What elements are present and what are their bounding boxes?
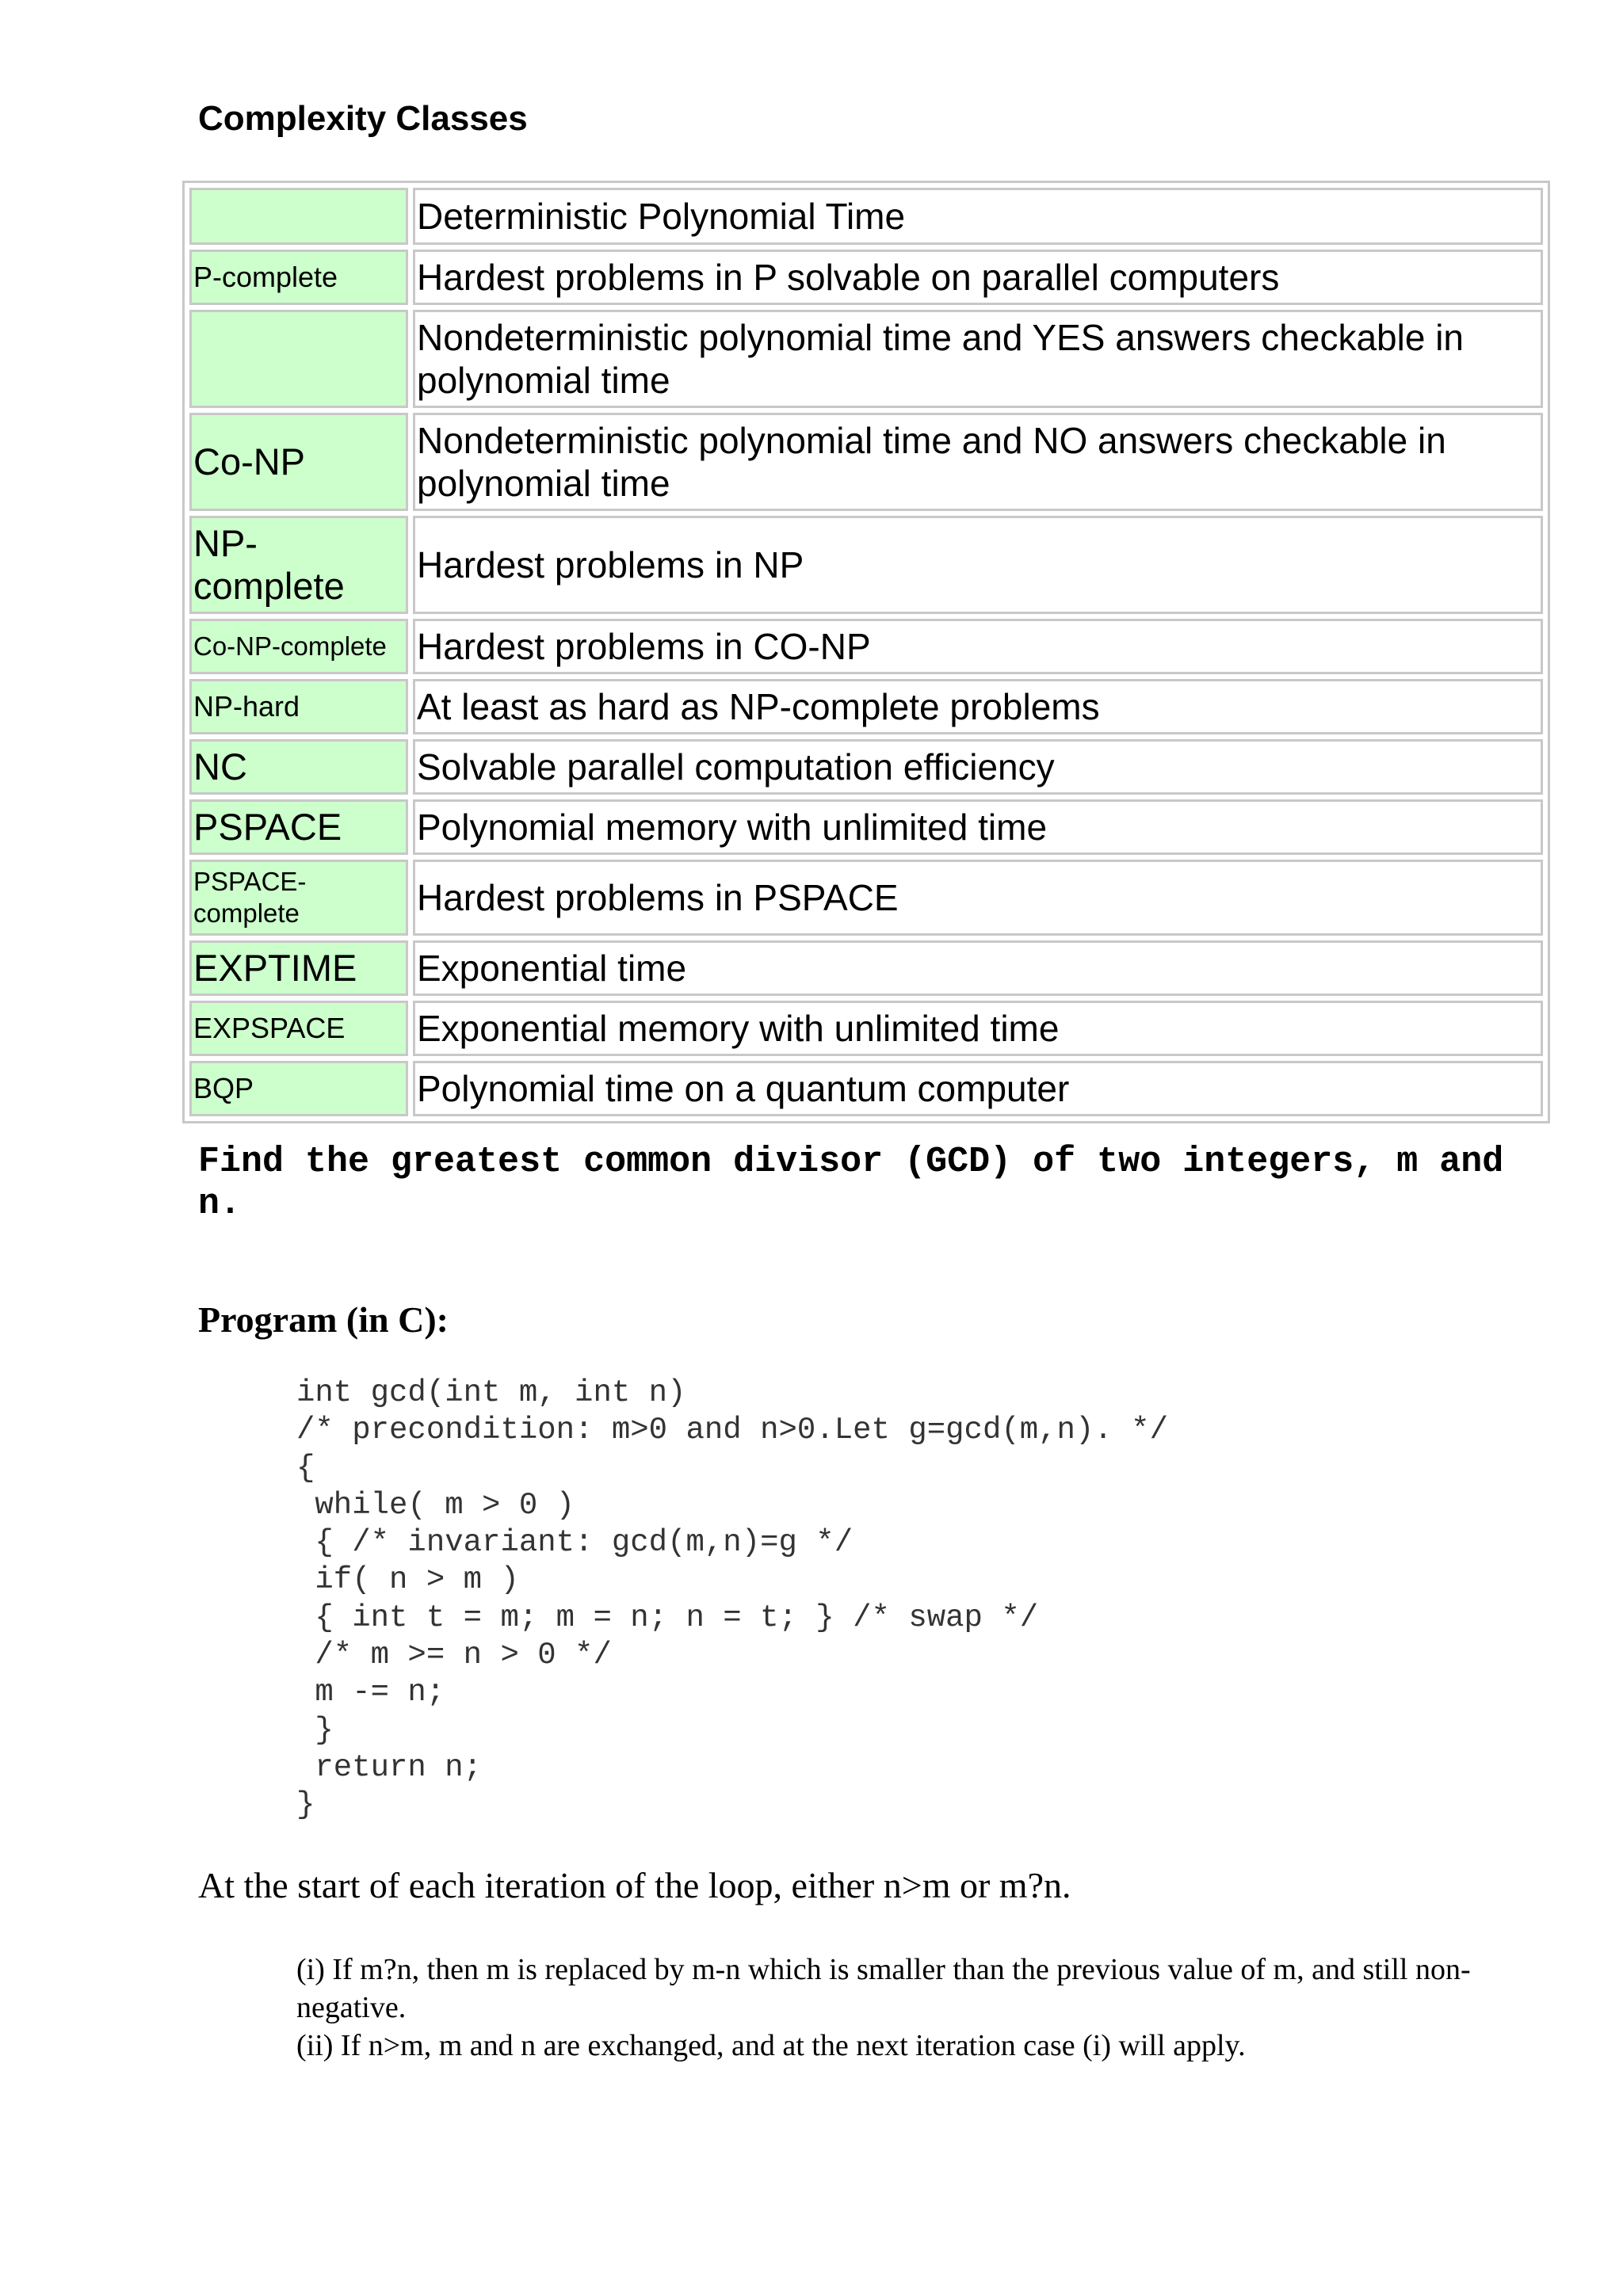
class-name-cell: Co-NP	[189, 413, 408, 511]
gcd-problem-heading: Find the greatest common divisor (GCD) of two integers, m and n.	[198, 1142, 1504, 1224]
loop-explanation: At the start of each iteration of the loop, either n>m or m?n.	[198, 1865, 1071, 1905]
class-name-cell: PSPACE-complete	[189, 860, 408, 936]
class-description-cell: Nondeterministic polynomial time and YES answers checkable in polynomial time	[413, 310, 1543, 408]
class-name-cell	[189, 310, 408, 408]
code-line: int gcd(int m, int n)	[296, 1375, 686, 1410]
class-description-cell: At least as hard as NP-complete problems	[413, 679, 1543, 734]
code-line: /* precondition: m>0 and n>0.Let g=gcd(m,n). */	[296, 1413, 1168, 1448]
code-line: }	[296, 1712, 334, 1748]
code-line: {	[296, 1450, 315, 1486]
class-description-cell: Polynomial time on a quantum computer	[413, 1061, 1543, 1116]
class-description-cell: Polynomial memory with unlimited time	[413, 799, 1543, 855]
class-name-cell: NP-complete	[189, 516, 408, 614]
page-title: Complexity Classes	[198, 99, 528, 138]
table-row	[189, 1001, 1543, 1056]
class-name-cell: NC	[189, 739, 408, 795]
class-description-cell: Hardest problems in NP	[413, 516, 1543, 614]
program-heading: Program (in C):	[198, 1299, 449, 1340]
class-description-cell: Solvable parallel computation efficiency	[413, 739, 1543, 795]
class-name-cell: NP-hard	[189, 679, 408, 734]
class-name-cell	[189, 188, 408, 245]
table-row	[189, 940, 1543, 996]
complexity-classes-table	[182, 181, 1550, 1123]
code-line: m -= n;	[296, 1675, 445, 1711]
class-name-cell: EXPSPACE	[189, 1001, 408, 1056]
class-name-cell: P-complete	[189, 250, 408, 305]
class-name-cell: Co-NP-complete	[189, 619, 408, 674]
code-line: return n;	[296, 1749, 483, 1785]
table-row	[189, 679, 1543, 734]
code-line: }	[296, 1787, 315, 1823]
class-name-cell: PSPACE	[189, 799, 408, 855]
table-row	[189, 739, 1543, 795]
table-row	[189, 413, 1543, 511]
case-item: (i) If m?n, then m is replaced by m-n which is smaller than the previous value of m, and still non-negative.	[296, 1953, 1471, 2024]
code-line: while( m > 0 )	[296, 1487, 575, 1523]
class-name-cell: EXPTIME	[189, 940, 408, 996]
table-row	[189, 250, 1543, 305]
case-list	[296, 1951, 1533, 2065]
class-name-cell: BQP	[189, 1061, 408, 1116]
table-row	[189, 1061, 1543, 1116]
code-line: { /* invariant: gcd(m,n)=g */	[296, 1525, 854, 1561]
case-item: (ii) If n>m, m and n are exchanged, and at the next iteration case (i) will apply.	[296, 2029, 1246, 2062]
class-description-cell: Exponential time	[413, 940, 1543, 996]
class-description-cell: Hardest problems in CO-NP	[413, 619, 1543, 674]
code-line: /* m >= n > 0 */	[296, 1638, 612, 1673]
class-description-cell: Deterministic Polynomial Time	[413, 188, 1543, 245]
table-row	[189, 799, 1543, 855]
table-row	[189, 310, 1543, 408]
table-row	[189, 619, 1543, 674]
table-row	[189, 188, 1543, 245]
code-line: if( n > m )	[296, 1562, 519, 1598]
class-description-cell: Nondeterministic polynomial time and NO answers checkable in polynomial time	[413, 413, 1543, 511]
class-description-cell: Exponential memory with unlimited time	[413, 1001, 1543, 1056]
class-description-cell: Hardest problems in P solvable on parallel computers	[413, 250, 1543, 305]
class-description-cell: Hardest problems in PSPACE	[413, 860, 1543, 936]
code-line: { int t = m; m = n; n = t; } /* swap */	[296, 1600, 1039, 1635]
c-code-block	[296, 1375, 1168, 1825]
table-row	[189, 516, 1543, 614]
table-row	[189, 860, 1543, 936]
